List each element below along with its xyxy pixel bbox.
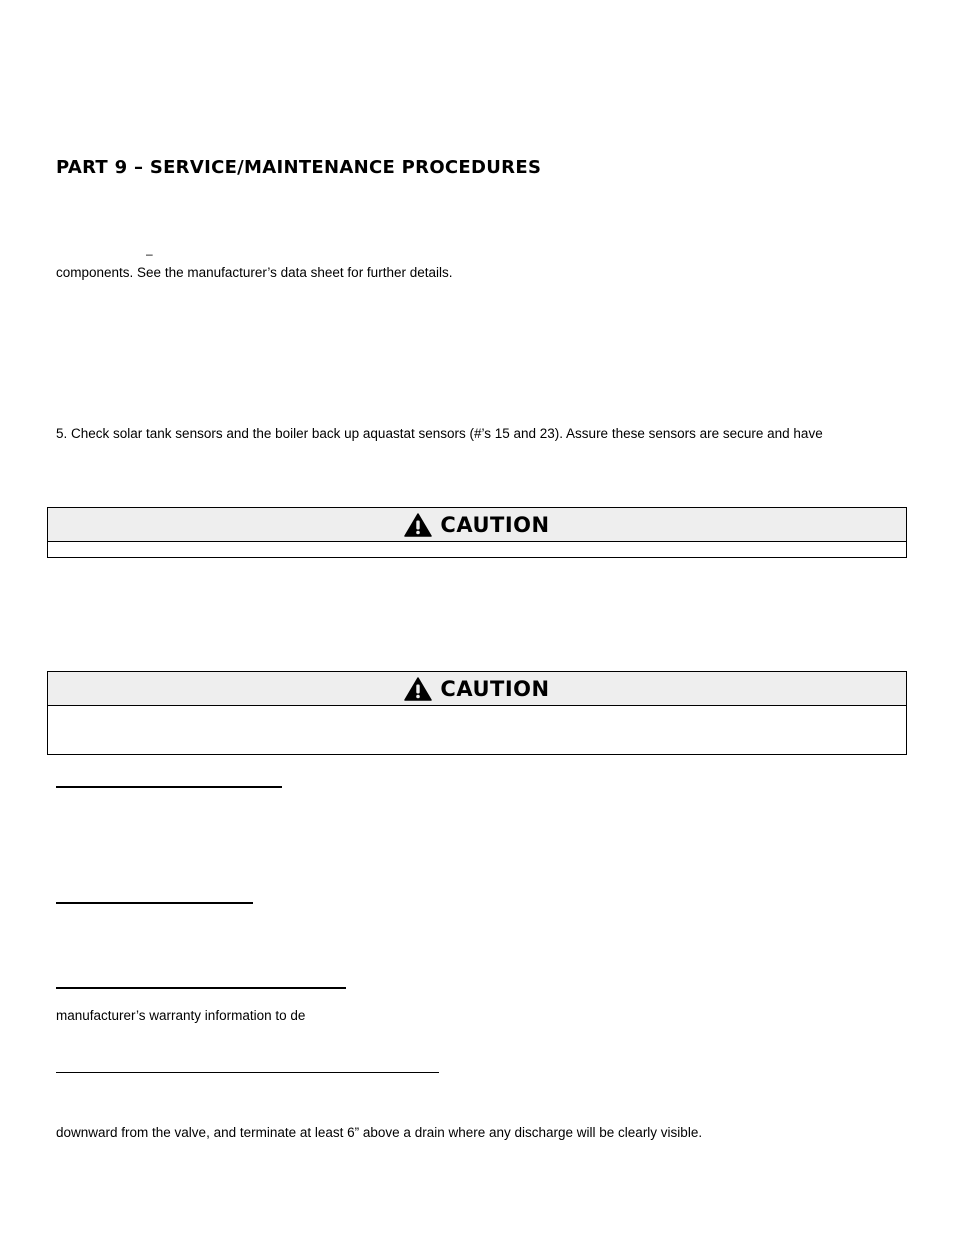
- subheading-underline-1: [56, 786, 282, 788]
- subheading-underline-3: [56, 987, 346, 989]
- caution-header-2: [48, 672, 906, 706]
- warning-triangle-icon: [404, 677, 432, 701]
- components-text: components. See the manufacturer’s data sheet for further details.: [56, 265, 453, 280]
- caution-box-2: [47, 671, 907, 755]
- warranty-text: manufacturer’s warranty information to de: [56, 1008, 306, 1023]
- subheading-underline-4: [56, 1072, 439, 1073]
- discharge-text: downward from the valve, and terminate at least 6” above a drain where any discharge will be clearly visible.: [56, 1125, 703, 1140]
- step-5-text: 5. Check solar tank sensors and the boiler back up aquastat sensors (#’s 15 and 23). Assure these sensors are secure and have: [56, 426, 823, 441]
- caution-label: CAUTION: [440, 512, 550, 537]
- dash-mark: –: [146, 247, 153, 261]
- caution-header-1: [48, 508, 906, 542]
- caution-label: CAUTION: [440, 676, 550, 701]
- warning-triangle-icon: [404, 513, 432, 537]
- subheading-underline-2: [56, 902, 253, 904]
- caution-box-1: [47, 507, 907, 558]
- section-heading: PART 9 – SERVICE/MAINTENANCE PROCEDURES: [56, 157, 542, 178]
